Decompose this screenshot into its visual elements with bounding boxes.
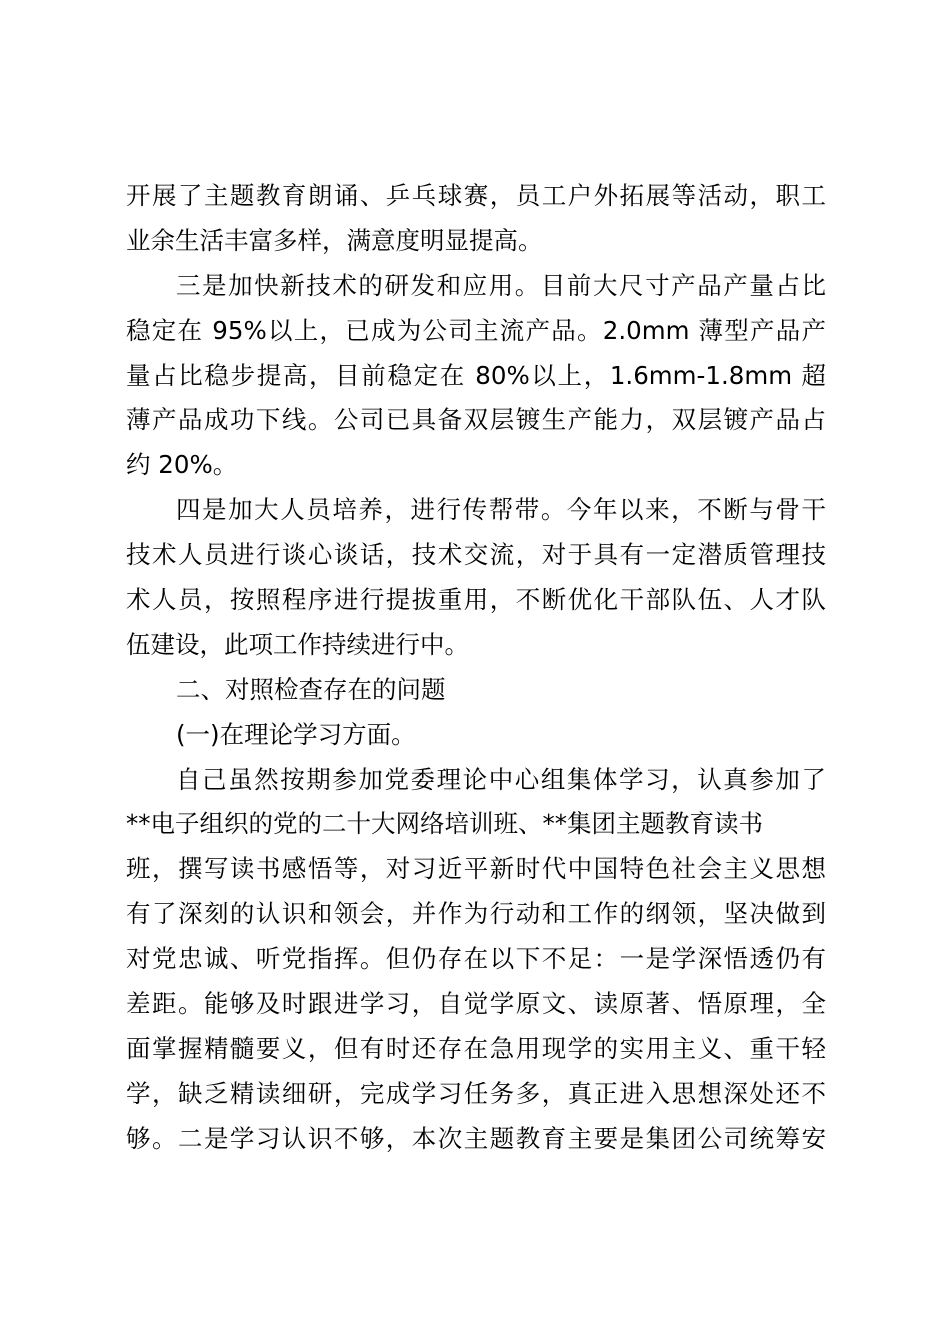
text-line: 技术人员进行谈心谈话，技术交流，对于具有一定潜质管理技 (126, 540, 826, 570)
text-line: **电子组织的党的二十大网络培训班、**集团主题教育读书 (126, 809, 763, 839)
text-line: 开展了主题教育朗诵、乒乓球赛，员工户外拓展等活动，职工 (126, 181, 826, 210)
text-line: 差距。能够及时跟进学习，自觉学原文、读原著、悟原理，全 (126, 989, 826, 1019)
paragraph-start-line: 四是加大人员培养，进行传帮带。今年以来，不断与骨干 (176, 495, 826, 525)
text-line: 稳定在 95%以上，已成为公司主流产品。2.0mm 薄型产品产 (126, 315, 826, 345)
text-line: 术人员，按照程序进行提拔重用，不断优化干部队伍、人才队 (126, 585, 826, 615)
text-line: 约 20%。 (126, 450, 238, 480)
subsection-heading: (一)在理论学习方面。 (176, 719, 416, 749)
paragraph-start-line: 三是加快新技术的研发和应用。目前大尺寸产品产量占比 (176, 270, 826, 300)
text-line: 量占比稳步提高，目前稳定在 80%以上，1.6mm-1.8mm 超 (126, 360, 826, 390)
text-line: 学，缺乏精读细研，完成学习任务多，真正进入思想深处还不 (126, 1078, 826, 1108)
text-line: 对党忠诚、听党指挥。但仍存在以下不足：一是学深悟透仍有 (126, 944, 826, 974)
text-line: 面掌握精髓要义，但有时还存在急用现学的实用主义、重干轻 (126, 1033, 826, 1063)
text-line: 有了深刻的认识和领会，并作为行动和工作的纲领，坚决做到 (126, 899, 826, 929)
section-heading: 二、对照检查存在的问题 (176, 674, 446, 704)
body-text (126, 174, 826, 1162)
text-line: 伍建设，此项工作持续进行中。 (126, 629, 469, 659)
text-line: 班，撰写读书感悟等，对习近平新时代中国特色社会主义思想 (126, 854, 826, 884)
text-line: 业余生活丰富多样，满意度明显提高。 (126, 225, 543, 255)
text-line: 够。二是学习认识不够，本次主题教育主要是集团公司统筹安 (126, 1123, 826, 1153)
paragraph-start-line: 自己虽然按期参加党委理论中心组集体学习，认真参加了 (176, 764, 826, 794)
text-line: 薄产品成功下线。公司已具备双层镀生产能力，双层镀产品占 (126, 405, 826, 435)
